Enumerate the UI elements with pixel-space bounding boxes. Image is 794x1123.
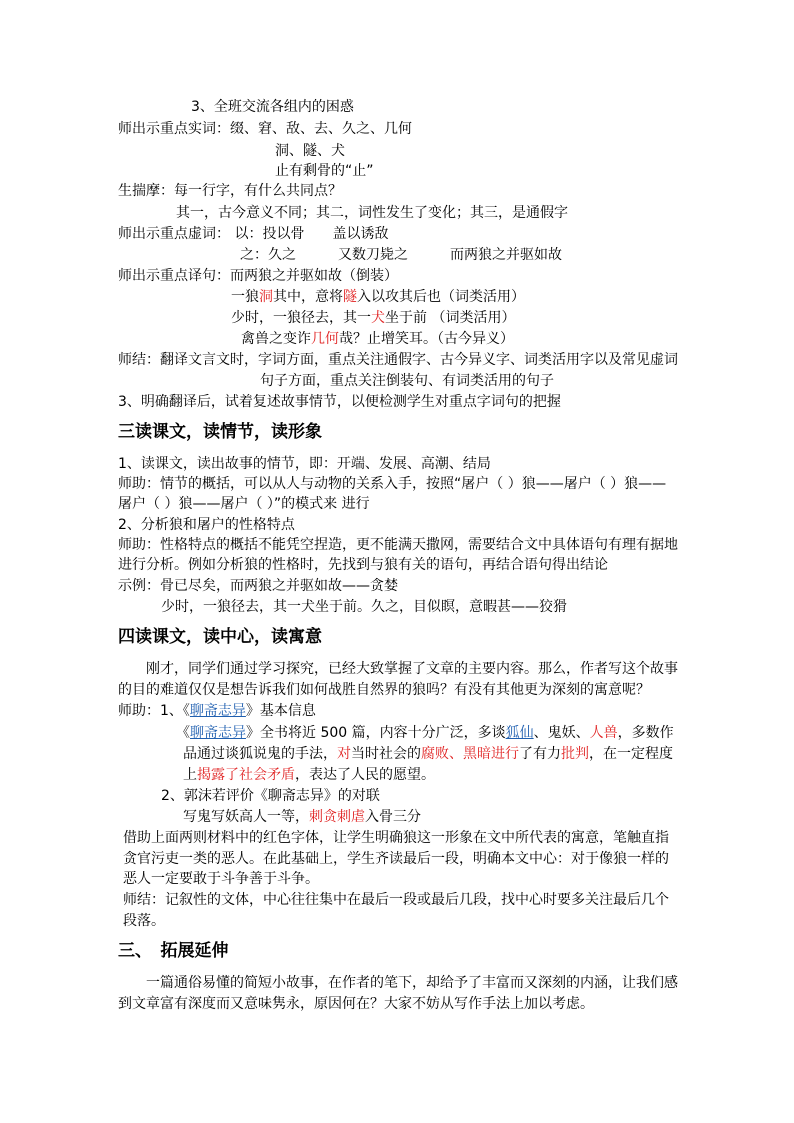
example-line: 示例：骨已尽矣，而两狼之并驱如故——贪婪 bbox=[118, 578, 398, 594]
text-run: 《 bbox=[176, 725, 190, 741]
highlight-red: 隧 bbox=[343, 289, 357, 305]
teacher-summary-center-2: 段落。 bbox=[123, 913, 165, 929]
function-words-line: 师出示重点虚词： 以：投以骨 盖以诱敌 bbox=[118, 226, 389, 242]
book-title-link[interactable]: 聊斋志异 bbox=[190, 725, 246, 741]
key-words-line-3: 止有剩骨的“止” bbox=[275, 163, 374, 179]
conclusion-paragraph: 借助上面两则材料中的红色字体，让学生明确狼这一形象在文中所代表的寓意，笔触直指 bbox=[123, 830, 669, 846]
section-heading-extension: 三、 拓展延伸 bbox=[118, 941, 229, 961]
character-instruction: 2、分析狼和屠户的性格特点 bbox=[118, 517, 295, 533]
character-help: 师助：性格特点的概括不能凭空捏造，更不能满天撒网，需要结合文中具体语句有理有据地 bbox=[118, 537, 678, 553]
book-info-heading bbox=[118, 701, 316, 721]
text-run: 哉？止增笑耳。（古今异义） bbox=[339, 331, 514, 347]
plot-help: 师助：情节的概括，可以从人与动物的关系入手，按照“屠户（ ）狼——屠户（ ）狼—— bbox=[118, 476, 667, 492]
text-run: 一狼 bbox=[231, 289, 259, 305]
highlight-red: 洞 bbox=[259, 289, 273, 305]
text-run: 上 bbox=[183, 767, 197, 783]
book-info-line-1 bbox=[176, 723, 674, 743]
text-run: 禽兽之变诈 bbox=[241, 331, 311, 347]
key-words-line: 师出示重点实词：缀、窘、敌、去、久之、几何 bbox=[118, 121, 412, 137]
text-run: 了有力 bbox=[519, 746, 561, 762]
text-run: 、鬼妖、 bbox=[533, 725, 590, 741]
text-run: 坐于前 （词类活用） bbox=[385, 310, 516, 326]
key-sentences-line: 师出示重点译句：而两狼之并驱如故（倒装） bbox=[118, 268, 398, 284]
text-run: 当时社会的 bbox=[351, 746, 421, 762]
text-run: 入以攻其后也（词类活用） bbox=[357, 289, 525, 305]
section-heading-3: 三读课文，读情节，读形象 bbox=[118, 422, 322, 442]
section-heading-4: 四读课文，读中心，读寓意 bbox=[118, 627, 322, 647]
book-info-line-2 bbox=[183, 744, 673, 764]
extension-paragraph-2: 到文章富有深度而又意味隽永，原因何在？大家不妨从写作手法上加以考虑。 bbox=[118, 996, 594, 1012]
student-answer: 其一，古今意义不同；其二，词性发生了变化；其三，是通假字 bbox=[176, 205, 568, 221]
highlight-red: 批判 bbox=[561, 746, 589, 762]
key-sentence-3 bbox=[241, 329, 514, 349]
book-info-line-3 bbox=[183, 765, 435, 785]
conclusion-paragraph-2: 贪官污吏一类的恶人。在此基础上，学生齐读最后一段，明确本文中心：对于像狼一样的 bbox=[123, 851, 669, 867]
book-title-link[interactable]: 聊斋志异 bbox=[189, 703, 246, 719]
text-run: 写鬼写妖高人一等， bbox=[183, 809, 309, 825]
key-sentence-2 bbox=[231, 308, 515, 328]
highlight-red: 腐败、黑暗进行 bbox=[421, 746, 519, 762]
text-run: ，表达了人民的愿望。 bbox=[295, 767, 435, 783]
couplet-heading: 2、郭沫若评价《聊斋志异》的对联 bbox=[161, 788, 380, 804]
step-3-heading: 3、全班交流各组内的困惑 bbox=[191, 99, 354, 115]
teacher-summary: 师结：翻译文言文时，字词方面，重点关注通假字、古今异义字、词类活用字以及常见虚词 bbox=[118, 352, 678, 368]
highlight-red: 对 bbox=[337, 746, 351, 762]
text-run: 品通过谈狐说鬼的手法， bbox=[183, 746, 337, 762]
highlight-red: 揭露了社会矛盾 bbox=[197, 767, 295, 783]
teacher-summary-center: 师结：记叙性的文体，中心往往集中在最后一段或最后几段，找中心时要多关注最后几个 bbox=[123, 892, 669, 908]
meaning-paragraph-2: 的目的难道仅仅是想告诉我们如何战胜自然界的狼吗？有没有其他更为深刻的寓意呢？ bbox=[118, 682, 650, 698]
highlight-red: 刺贪刺虐 bbox=[309, 809, 365, 825]
plot-instruction: 1、读课文，读出故事的情节，即：开端、发展、高潮、结局 bbox=[118, 456, 491, 472]
conclusion-paragraph-3: 恶人一定要敢于斗争善于斗争。 bbox=[123, 871, 319, 887]
highlight-red: 几何 bbox=[311, 331, 339, 347]
plot-help-2: 屠户（ ）狼——屠户（ ）”的模式来 进行 bbox=[118, 496, 370, 512]
key-words-line-2: 洞、隧、犬 bbox=[275, 143, 345, 159]
highlight-red: 犬 bbox=[371, 310, 385, 326]
couplet-line bbox=[183, 807, 421, 827]
student-question: 生揣摩：每一行字，有什么共同点？ bbox=[118, 183, 342, 199]
extension-paragraph: 一篇通俗易懂的简短小故事，在作者的笔下，却给予了丰富而又深刻的内涵，让我们感 bbox=[146, 975, 678, 991]
meaning-paragraph: 刚才，同学们通过学习探究，已经大致掌握了文章的主要内容。那么，作者写这个故事 bbox=[146, 661, 678, 677]
example-line-2: 少时，一狼径去，其一犬坐于前。久之，目似瞑，意暇甚——狡猾 bbox=[161, 599, 567, 615]
text-run: ，在一定程度 bbox=[589, 746, 673, 762]
teacher-summary-2: 句子方面，重点关注倒装句、有词类活用的句子 bbox=[260, 373, 554, 389]
text-run: 》全书将近 500 篇，内容十分广泛，多谈 bbox=[246, 725, 506, 741]
retell-instruction: 3、明确翻译后，试着复述故事情节，以便检测学生对重点字词句的把握 bbox=[118, 394, 561, 410]
fox-spirit-link[interactable]: 狐仙 bbox=[505, 725, 534, 741]
key-sentence-1 bbox=[231, 287, 525, 307]
function-words-line-2: 之：久之 又数刀毙之 而两狼之并驱如故 bbox=[240, 247, 562, 263]
text-run: 其中，意将 bbox=[273, 289, 343, 305]
text-run: 入骨三分 bbox=[365, 809, 421, 825]
text-run: ，多数作 bbox=[617, 725, 674, 741]
character-help-2: 进行分析。例如分析狼的性格时，先找到与狼有关的语句，再结合语句得出结论 bbox=[118, 557, 608, 573]
highlight-red: 人兽 bbox=[589, 725, 618, 741]
text-run: 少时，一狼径去，其一 bbox=[231, 310, 371, 326]
text-run: 师助：1、《 bbox=[118, 703, 190, 719]
text-run: 》基本信息 bbox=[245, 703, 316, 719]
